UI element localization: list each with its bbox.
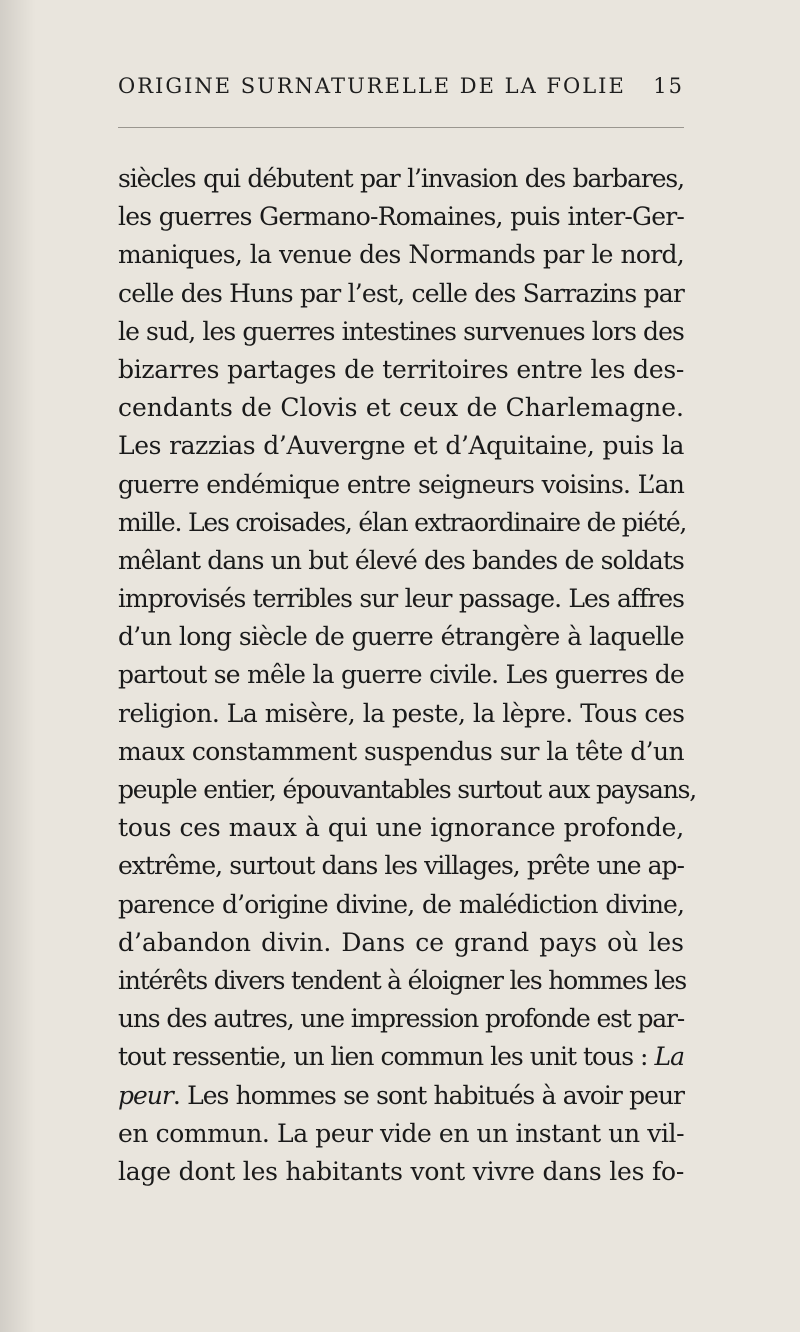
text-line: d’abandon divin. Dans ce grand pays où les [118, 927, 684, 957]
text-line: celle des Huns par l’est, celle des Sarrazins par [118, 278, 684, 308]
text-line: peuple entier, épouvantables surtout aux paysans, [118, 775, 697, 804]
text-line: improvisés terribles sur leur passage. Les affres [118, 584, 684, 614]
body-paragraph [118, 160, 697, 1191]
text-line: religion. La misère, la peste, la lèpre. Tous ces [118, 698, 685, 728]
text-line: parence d’origine divine, de malédiction divine, [118, 889, 684, 919]
header-rule [118, 127, 684, 128]
running-title: ORIGINE SURNATURELLE DE LA FOLIE [118, 74, 626, 98]
page-number: 15 [653, 74, 684, 98]
text-line: maux constamment suspendus sur la tête d’un [118, 736, 684, 766]
text-line: uns des autres, une impression profonde est par- [118, 1004, 684, 1034]
text-line: mêlant dans un but élevé des bandes de soldats [118, 545, 684, 575]
text-line: Les razzias d’Auvergne et d’Aquitaine, puis la [118, 431, 684, 461]
text-line: extrême, surtout dans les villages, prête une ap- [118, 851, 684, 881]
text-line [118, 1077, 684, 1115]
text-segment: . Les hommes se sont habitués à avoir peur [172, 1080, 684, 1110]
text-line: maniques, la venue des Normands par le nord, [118, 240, 684, 270]
text-line: mille. Les croisades, élan extraordinaire de piété, [118, 507, 687, 537]
italic-word: peur [118, 1080, 173, 1110]
page-header [118, 74, 684, 108]
text-line: d’un long siècle de guerre étrangère à laquelle [118, 622, 684, 652]
text-line: siècles qui débutent par l’invasion des barbares, [118, 164, 684, 193]
text-line: le sud, les guerres intestines survenues lors des [118, 316, 684, 346]
text-line: intérêts divers tendent à éloigner les hommes les [118, 965, 686, 995]
text-line: bizarres partages de territoires entre les des- [118, 354, 684, 384]
page-gutter-shadow [0, 0, 36, 1332]
text-line: guerre endémique entre seigneurs voisins. L’an [118, 469, 684, 499]
text-line: en commun. La peur vide en un instant un vil- [118, 1118, 685, 1148]
text-line: partout se mêle la guerre civile. Les guerres de [118, 660, 684, 690]
text-line: les guerres Germano-Romaines, puis inter-Ger- [118, 202, 684, 232]
text-segment: tout ressentie, un lien commun les unit tous : [118, 1042, 655, 1072]
italic-word: La [654, 1042, 684, 1072]
text-line [118, 1038, 684, 1076]
text-line: tous ces maux à qui une ignorance profonde, [118, 813, 684, 843]
text-line: cendants de Clovis et ceux de Charlemagne. [118, 393, 684, 423]
text-line: lage dont les habitants vont vivre dans les fo- [118, 1156, 685, 1186]
